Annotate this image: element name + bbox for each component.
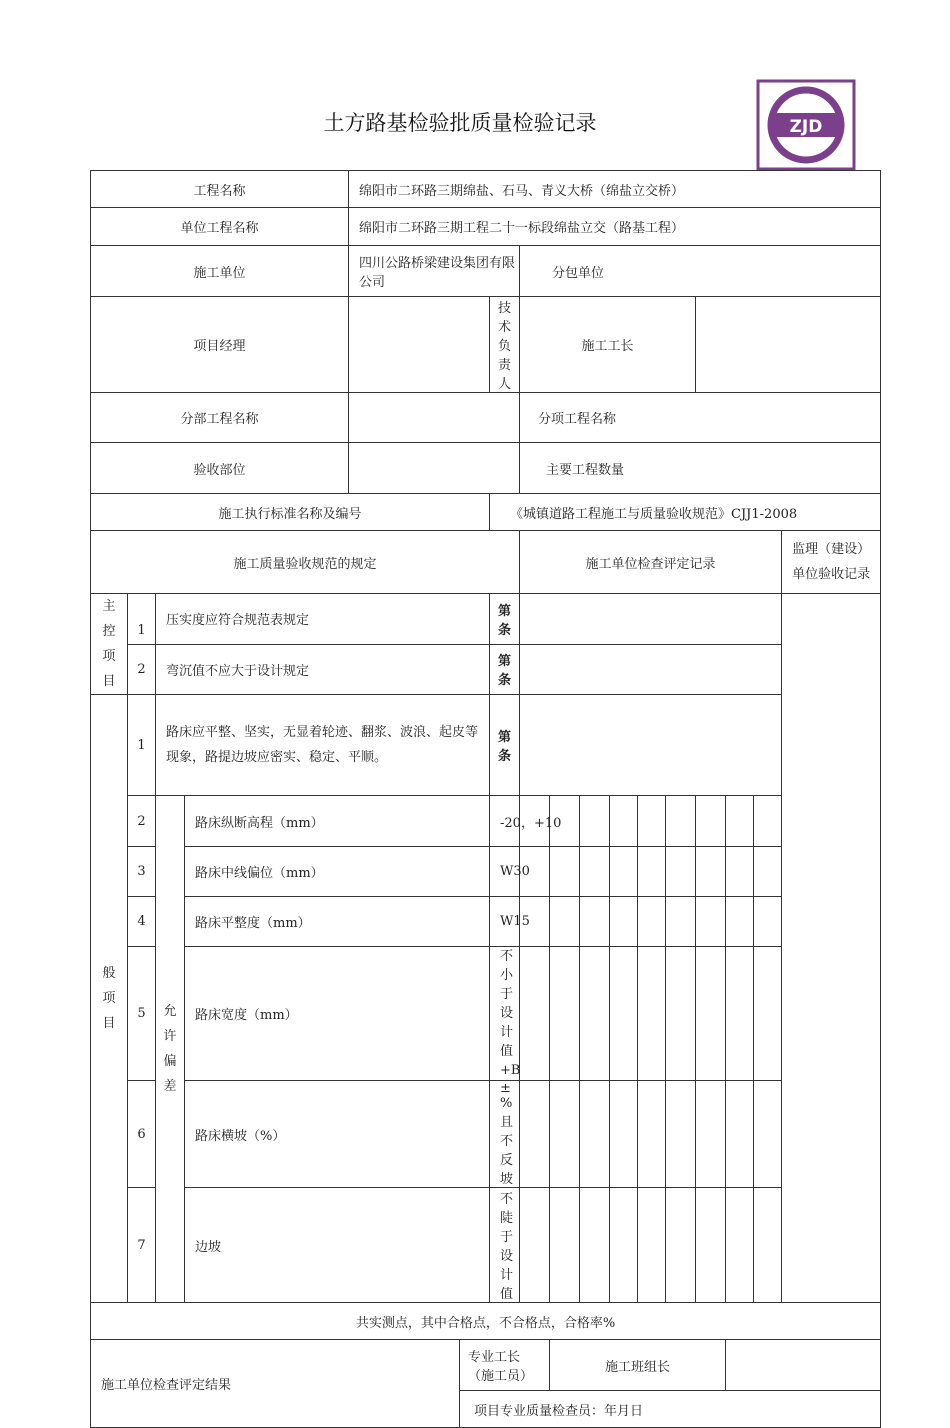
standard-label: 施工执行标准名称及编号 [91,494,490,531]
summary-row: 共实测点，其中合格点，不合格点，合格率% [91,1303,881,1340]
main-item-text: 压实度应符合规范表规定 [156,594,490,645]
tolerance-item-number: 3 [128,847,156,897]
tolerance-item-name: 边坡 [185,1188,490,1303]
tolerance-item-name: 路床纵断高程（mm） [185,796,490,847]
inspection-record-table [90,170,881,1428]
contractor-record-column-header: 施工单位检查评定记录 [520,531,782,594]
division-value [349,393,520,443]
main-item-record [520,594,782,645]
tolerance-item-name: 路床横坡（%） [185,1081,490,1188]
general-item-clause: 第条 [490,695,520,796]
main-item-clause: 第条 [490,644,520,695]
tolerance-item-number: 7 [128,1188,156,1303]
pro-foreman-label: 专业工长（施工员） [460,1340,550,1391]
acceptance-part-value [349,443,520,494]
foreman-value [696,297,881,393]
tolerance-item-value: W15 [490,897,520,947]
contractor-label: 施工单位 [91,246,349,297]
main-item-record [520,644,782,695]
subitem-label: 分项工程名称 [520,393,881,443]
tolerance-item-value: ±%且不反坡 [490,1081,520,1188]
tech-lead-label: 技术负责人 [490,297,520,393]
supervisor-record-column-header: 监理（建设）单位验收记录 [782,531,881,594]
main-item-number: 2 [128,644,156,695]
tolerance-item-number: 5 [128,947,156,1081]
main-item-clause: 第条 [490,594,520,645]
contractor-value: 四川公路桥梁建设集团有限公司 [349,246,520,297]
tolerance-item-name: 路床平整度（mm） [185,897,490,947]
tolerance-item-number: 2 [128,796,156,847]
main-item-number: 1 [128,594,156,645]
supervisor-record-cell [782,594,881,1303]
tolerance-label: 允 许 偏 差 [156,796,185,1303]
spec-column-header: 施工质量验收规范的规定 [91,531,520,594]
tolerance-item-number: 4 [128,897,156,947]
result-label: 施工单位检查评定结果 [91,1340,460,1428]
standard-value: 《城镇道路工程施工与质量验收规范》CJJ1-2008 [490,494,881,531]
manager-label: 项目经理 [91,297,349,393]
main-item-text: 弯沉值不应大于设计规定 [156,644,490,695]
general-item-label: 般 项 目 [91,695,128,1303]
team-leader-label: 施工班组长 [550,1340,726,1391]
tolerance-item-name: 路床宽度（mm） [185,947,490,1081]
tolerance-item-value: W30 [490,847,520,897]
general-item-text: 路床应平整、坚实，无显着轮迹、翻浆、波浪、起皮等现象，路提边坡应密实、稳定、平顺。 [156,695,490,796]
tolerance-item-name: 路床中线偏位（mm） [185,847,490,897]
foreman-label: 施工工长 [520,297,696,393]
svg-text:ZJD: ZJD [789,117,823,137]
unit-project-value: 绵阳市二环路三期工程二十一标段绵盐立交（路基工程） [349,208,881,246]
company-logo [757,80,855,170]
general-item-record [520,695,782,796]
unit-project-label: 单位工程名称 [91,208,349,246]
document-title: 土方路基检验批质量检验记录 [323,111,597,135]
project-name-value: 绵阳市二环路三期绵盐、石马、青义大桥（绵盐立交桥） [349,171,881,208]
acceptance-part-label: 验收部位 [91,443,349,494]
quantity-label: 主要工程数量 [520,443,881,494]
division-label: 分部工程名称 [91,393,349,443]
tolerance-item-number: 6 [128,1081,156,1188]
main-control-label: 主 控 项 目 [91,594,128,695]
tolerance-item-value: 不小于设计值+B [490,947,520,1081]
tolerance-item-value: 不陡于设计值 [490,1188,520,1303]
tolerance-item-value: -20，+10 [490,796,520,847]
manager-value [349,297,490,393]
general-item-number: 1 [128,695,156,796]
team-leader-value [726,1340,881,1391]
subcontractor-label: 分包单位 [520,246,881,297]
project-name-label: 工程名称 [91,171,349,208]
inspector-row: 项目专业质量检查员：年月日 [460,1391,881,1428]
